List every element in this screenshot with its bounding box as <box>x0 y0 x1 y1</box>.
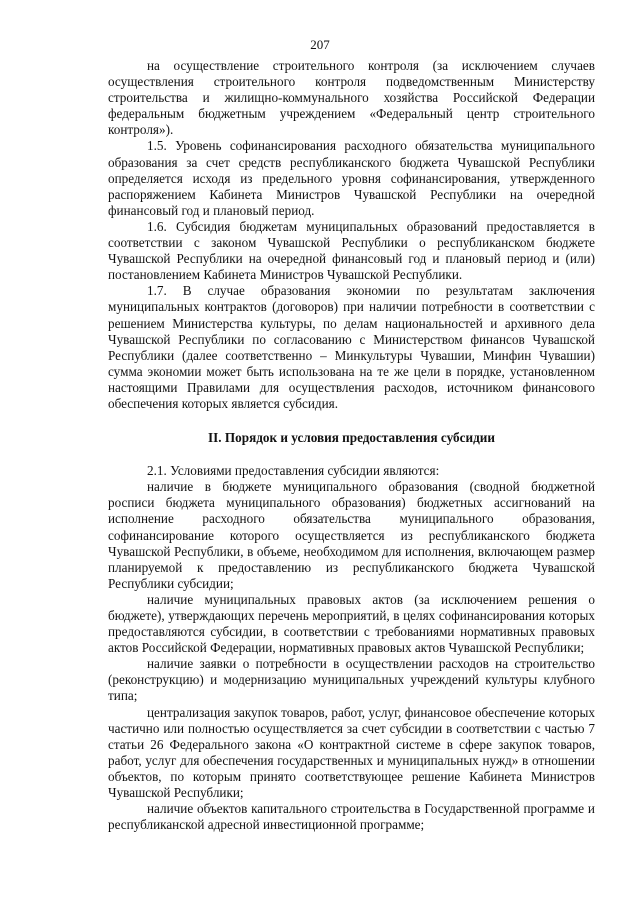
section-heading: II. Порядок и условия предоставления субсидии <box>208 430 495 446</box>
condition-procurement-centralization: централизация закупок товаров, работ, услуг, финансовое обеспечение которых частично или полностью осуществляется за счет субсидии в соответствии с частью 7 статьи 26 Федерального закона «О контрактной системе в сфере закупок товаров, работ, услуг для обеспечения государственных и муниципальных нужд» в отношении объектов, по которым принято соответствующее решение Кабинета Министров Чувашской Республики; <box>108 704 595 801</box>
condition-expense-request: наличие заявки о потребности в осуществлении расходов на строительство (реконструкцию) и модернизацию муниципальных учреждений культуры клубного типа; <box>108 656 595 704</box>
paragraph-1-5: 1.5. Уровень софинансирования расходного обязательства муниципального образования за счет средств республиканского бюджета Чувашской Республики определяется исходя из предельного уровня софинансирования, утвержденного распоряжением Кабинета Министров Чувашской Республики на очередной финансовый год и плановый период. <box>108 138 595 218</box>
paragraph-continuation: на осуществление строительного контроля (за исключением случаев осуществления строительного контроля подведомственным Министерству строительства и жилищно-коммунального хозяйства Российской Федерации федеральным бюджетным учреждением «Федеральный центр строительного контроля»). <box>108 58 595 138</box>
condition-budget-allocation: наличие в бюджете муниципального образования (сводной бюджетной росписи бюджета муниципального образования) бюджетных ассигнований на исполнение расходного обязательства муниципального образования, софинансирование которого осуществляется из республиканского бюджета Чувашской Республики, в объеме, необходимом для исполнения, включающем размер планируемой к предоставлению из республиканского бюджета Чувашской Республики субсидии; <box>108 479 595 591</box>
page-number: 207 <box>310 37 330 52</box>
paragraph-1-6: 1.6. Субсидия бюджетам муниципальных образований предоставляется в соответствии с законом Чувашской Республики о республиканском бюджете Чувашской Республики на очередной финансовый год и плановый период и (или) постановлением Кабинета Министров Чувашской Республики. <box>108 218 595 283</box>
condition-municipal-acts: наличие муниципальных правовых актов (за исключением решения о бюджете), утверждающих перечень мероприятий, в целях софинансирования которых предоставляются субсидии, в соответствии с требованиями нормативных правовых актов Российской Федерации, нормативных правовых актов Чувашской Республики; <box>108 591 595 656</box>
paragraph-1-7: 1.7. В случае образования экономии по результатам заключения муниципальных контрактов (договоров) при наличии потребности в соответствии с решением Министерства культуры, по делам национальностей и архивного дела Чувашской Республики по согласованию с Министерством финансов Чувашской Республики (далее соответственно – Минкультуры Чувашии, Минфин Чувашии) сумма экономии может быть использована на те же цели в порядке, установленном настоящими Правилами для осуществления расходов, источником финансового обеспечения которых является субсидия. <box>108 283 595 411</box>
condition-capital-objects: наличие объектов капитального строительства в Государственной программе и республиканской адресной инвестиционной программе; <box>108 801 595 833</box>
document-body <box>108 58 595 833</box>
paragraph-2-1: 2.1. Условиями предоставления субсидии являются: <box>147 463 440 479</box>
